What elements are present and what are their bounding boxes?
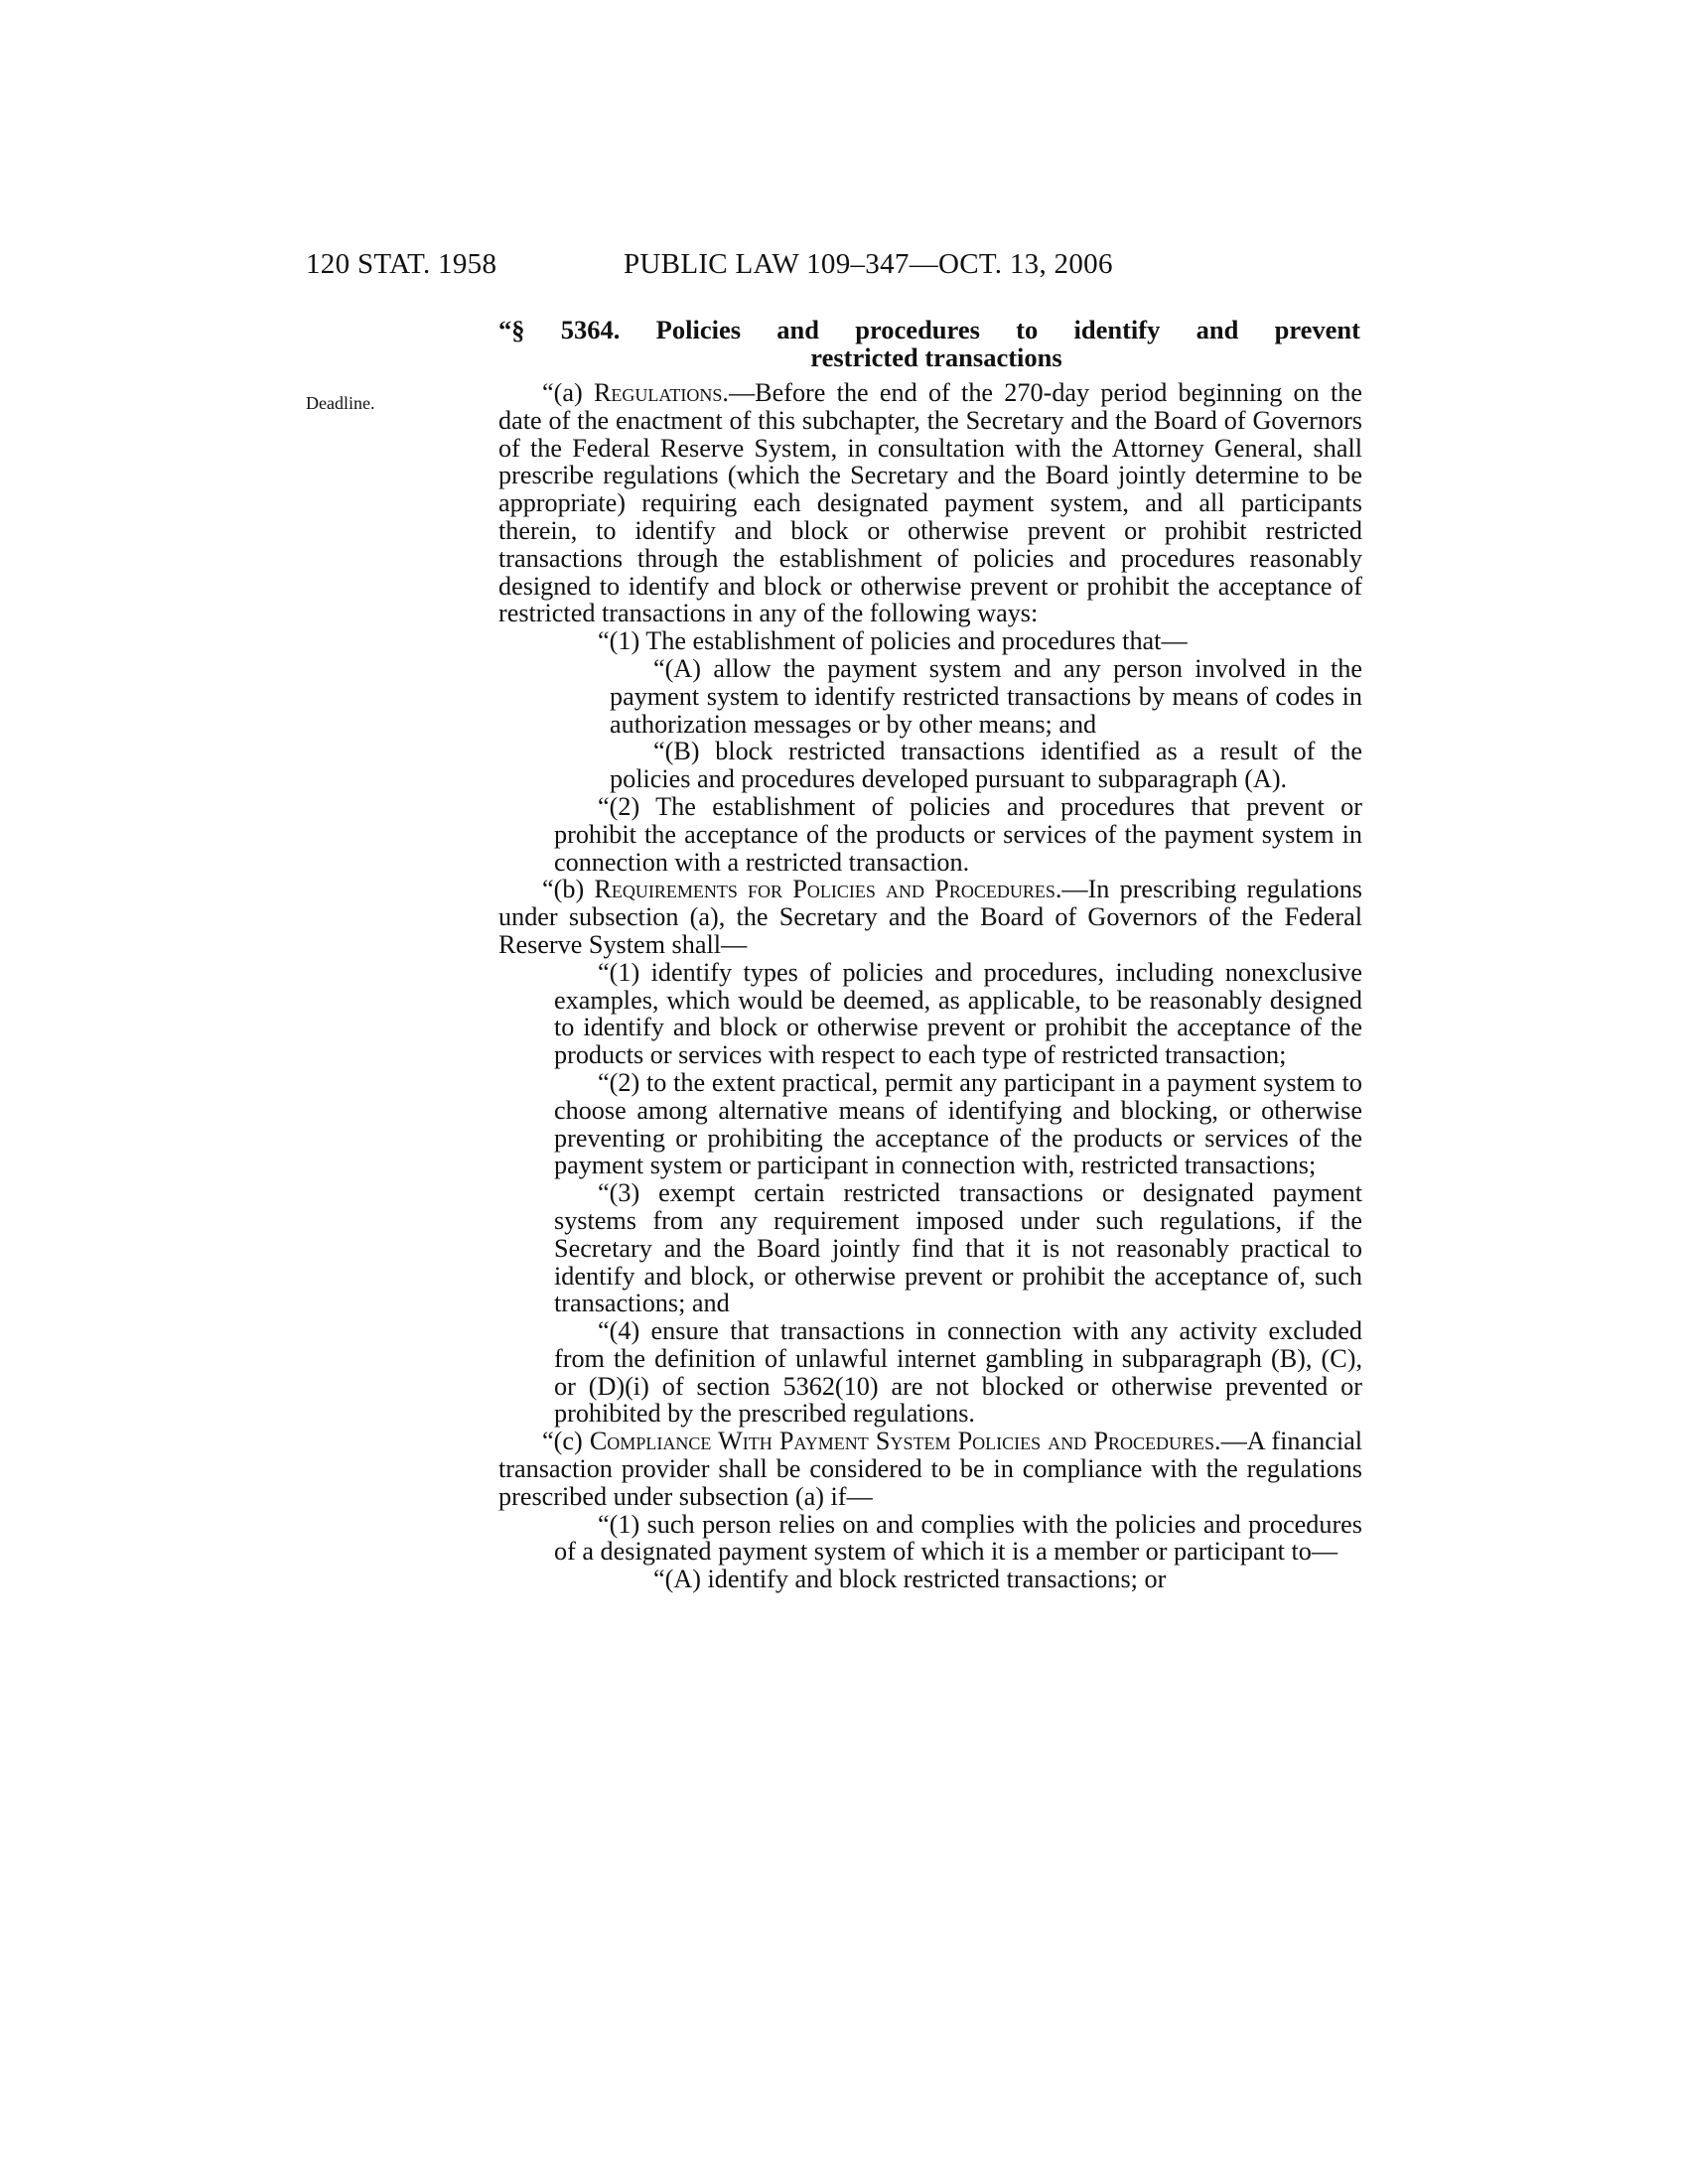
paragraph-b4: “(4) ensure that transactions in connection with any activity excluded from the definition of unlawful internet gambling in subparagraph (B), (C), or (D)(i) of section 5362(10) are not blocked or otherwise prevented or prohibited by the prescribed regulations. — [554, 1316, 1362, 1429]
paragraph-c1: “(1) such person relies on and complies with the policies and procedures of a designated payment system of which it is a member or participant to— — [554, 1509, 1362, 1567]
paragraph-a2: “(2) The establishment of policies and procedures that prevent or prohibit the acceptance of the products or services of the payment system in connection with a restricted transaction. — [554, 791, 1362, 877]
subsection-a-number: “(a) — [542, 378, 594, 407]
paragraph-b2: “(2) to the extent practical, permit any participant in a payment system to choose among alternative means of identifying and blocking, or otherwise preventing or prohibiting the acceptance of the products or services of the payment system or participant in connection with, restricted transactions; — [554, 1067, 1362, 1180]
subparagraph-a1A: “(A) allow the payment system and any person involved in the payment system to identify restricted transactions by means of codes in authorization messages or by other means; and — [610, 653, 1362, 739]
margin-note-deadline: Deadline. — [306, 393, 375, 413]
section-heading-line1: “§ 5364. Policies and procedures to identify and prevent — [498, 315, 1360, 344]
subparagraph-a1B: “(B) block restricted transactions identified as a result of the policies and procedures developed pursuant to subparagraph (A). — [610, 737, 1362, 794]
section-heading — [498, 316, 1360, 371]
subsection-b-text: —In prescribing regulations under subsection (a), the Secretary and the Board of Governors of the Federal Reserve System shall— — [498, 875, 1362, 959]
subsection-c-caption: Compliance With Payment System Policies and Procedures. — [589, 1427, 1221, 1456]
subsection-b-caption: Requirements for Policies and Procedures. — [594, 875, 1062, 904]
subsection-c-text: —A financial transaction provider shall be considered to be in compliance with the regulations prescribed under subsection (a) if— — [498, 1427, 1362, 1511]
subparagraph-c1A: “(A) identify and block restricted transactions; or — [653, 1565, 1167, 1594]
subsection-b — [498, 876, 1362, 958]
subsection-a-caption: Regulations. — [593, 378, 729, 407]
section-heading-line2: restricted transactions — [810, 342, 1062, 372]
subsection-a-text: —Before the end of the 270-day period beginning on the date of the enactment of this subchapter, the Secretary and the Board of Governors of the Federal Reserve System, in consultation with the Attorney General, shall prescribe regulations (which the Secretary and the Board jointly determine to be appropriate) requiring each designated payment system, and all participants therein, to identify and block or otherwise prevent or prohibit restricted transactions through the establishment of policies and procedures reasonably designed to identify and block or otherwise prevent or prohibit the acceptance of restricted transactions in any of the following ways: — [498, 378, 1362, 628]
running-head: PUBLIC LAW 109–347—OCT. 13, 2006 — [624, 248, 1113, 280]
page-header — [0, 248, 1688, 288]
paragraph-b3: “(3) exempt certain restricted transactions or designated payment systems from any requirement imposed under such regulations, if the Secretary and the Board jointly find that it is not reasonably practical to identify and block, or otherwise prevent or prohibit the acceptance of, such transactions; and — [554, 1178, 1362, 1318]
subsection-a — [498, 379, 1362, 627]
statute-page-number: 120 STAT. 1958 — [306, 248, 497, 280]
subsection-b-number: “(b) — [542, 875, 595, 904]
paragraph-a1: “(1) The establishment of policies and procedures that— — [598, 626, 1188, 656]
subsection-c-number: “(c) — [542, 1427, 590, 1456]
section-body — [498, 379, 1362, 1593]
subsection-c — [498, 1428, 1362, 1510]
paragraph-b1: “(1) identify types of policies and procedures, including nonexclusive examples, which would be deemed, as applicable, to be reasonably designed to identify and block or otherwise prevent or prohibit the acceptance of the products or services with respect to each type of restricted transaction; — [554, 957, 1362, 1070]
